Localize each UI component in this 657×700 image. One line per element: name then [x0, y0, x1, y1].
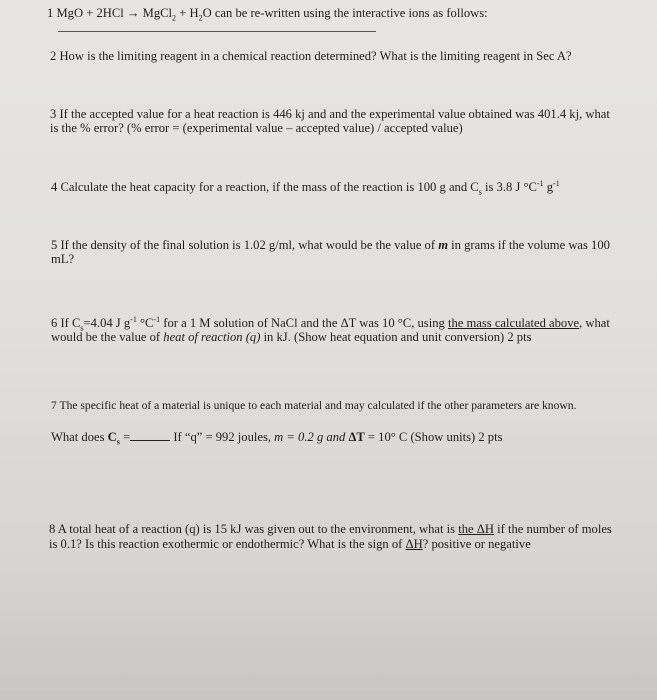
reaction-arrow-icon: →	[126, 6, 140, 20]
question-3-line-2: is the % error? (% error = (experimental value – accepted value) / accepted value)	[50, 121, 463, 135]
question-6-line-1	[51, 316, 610, 331]
q1-product-sub: 2	[172, 13, 177, 23]
question-1	[47, 6, 488, 21]
q4-exp1: -1	[536, 178, 544, 188]
q6-text-e: , what	[579, 316, 610, 330]
q6-exp2: -1	[153, 314, 161, 324]
q8-delta-h: the ΔH	[458, 522, 494, 536]
q1-reactants: MgO + 2HCl	[56, 6, 124, 20]
q7-answer-blank	[130, 430, 170, 441]
question-5-line-2: mL?	[51, 252, 75, 266]
q1-number: 1	[47, 6, 54, 20]
answer-line	[58, 31, 376, 32]
question-7-line-1: 7 The specific heat of a material is unique to each material and may calculated if the other parameters are known.	[51, 399, 577, 412]
q7-cs: C	[107, 430, 117, 444]
q8-text-b: if the number of moles	[497, 522, 612, 536]
q7-cs-sub: s	[116, 437, 120, 447]
q6-sub: s	[80, 323, 84, 333]
q7-delta-t: ΔT	[348, 430, 365, 444]
q8-line2-delta-h: ΔH	[405, 537, 423, 551]
page-shadow	[0, 560, 657, 700]
q4-unit: g	[546, 180, 554, 194]
q4-sub: s	[478, 187, 482, 197]
q8-text-a: 8 A total heat of a reaction (q) is 15 kJ was given out to the environment, what is	[49, 522, 456, 536]
q6-underlined: the mass calculated above	[447, 316, 580, 330]
q4-text: 4 Calculate the heat capacity for a reaction, if the mass of the reaction is 100 g and C	[51, 180, 479, 194]
q1-text: can be re-written using the interactive ions as follows:	[214, 6, 488, 20]
question-8-line-2	[49, 537, 531, 552]
q6-line2-b: in kJ. (Show heat equation and unit conversion) 2 pts	[263, 330, 532, 344]
q1-water-end: O	[202, 6, 212, 20]
question-4	[51, 180, 560, 195]
q6-heat-of-reaction: heat of reaction (q)	[163, 330, 261, 344]
q4-value: is 3.8 J °C	[484, 180, 537, 194]
q6-text-c: °C	[139, 316, 154, 330]
q5-variable-m: m	[438, 238, 448, 252]
q5-text-b: in grams if the volume was 100	[451, 238, 610, 252]
q7-equals: =	[123, 430, 131, 444]
question-2: 2 How is the limiting reagent in a chemical reaction determined? What is the limiting reagent in Sec A?	[50, 49, 572, 63]
q1-water-sub: 2	[198, 13, 203, 23]
q5-text-a: 5 If the density of the final solution is 1.02 g/ml, what would be the value of	[51, 238, 436, 252]
question-6-line-2	[51, 330, 532, 345]
q7-if-q: If “q” = 992 joules,	[173, 430, 272, 444]
q8-line2-b: ? positive or negative	[422, 537, 531, 551]
question-7-line-2	[51, 430, 503, 445]
q7-mass: m = 0.2 g and	[274, 430, 346, 444]
q1-product: MgCl	[142, 6, 173, 20]
q4-exp2: -1	[553, 178, 560, 188]
question-5-line-1	[51, 238, 610, 253]
q7-rest: = 10° C (Show units) 2 pts	[367, 430, 503, 444]
q6-text-d: for a 1 M solution of NaCl and the ΔT was 10 °C, using	[163, 316, 445, 330]
q7-what-does: What does	[51, 430, 105, 444]
q6-exp1: -1	[130, 314, 137, 324]
question-8-line-1	[49, 522, 612, 537]
q6-line2-a: would be the value of	[51, 330, 161, 344]
question-3-line-1: 3 If the accepted value for a heat reaction is 446 kj and and the experimental value obtained was 401.4 kj, what	[50, 107, 610, 121]
q8-line2-a: is 0.1? Is this reaction exothermic or endothermic? What is the sign of	[49, 537, 403, 551]
q6-text-a: 6 If C	[51, 316, 81, 330]
q6-text-b: =4.04 J g	[83, 316, 131, 330]
q1-water: + H	[179, 6, 199, 20]
